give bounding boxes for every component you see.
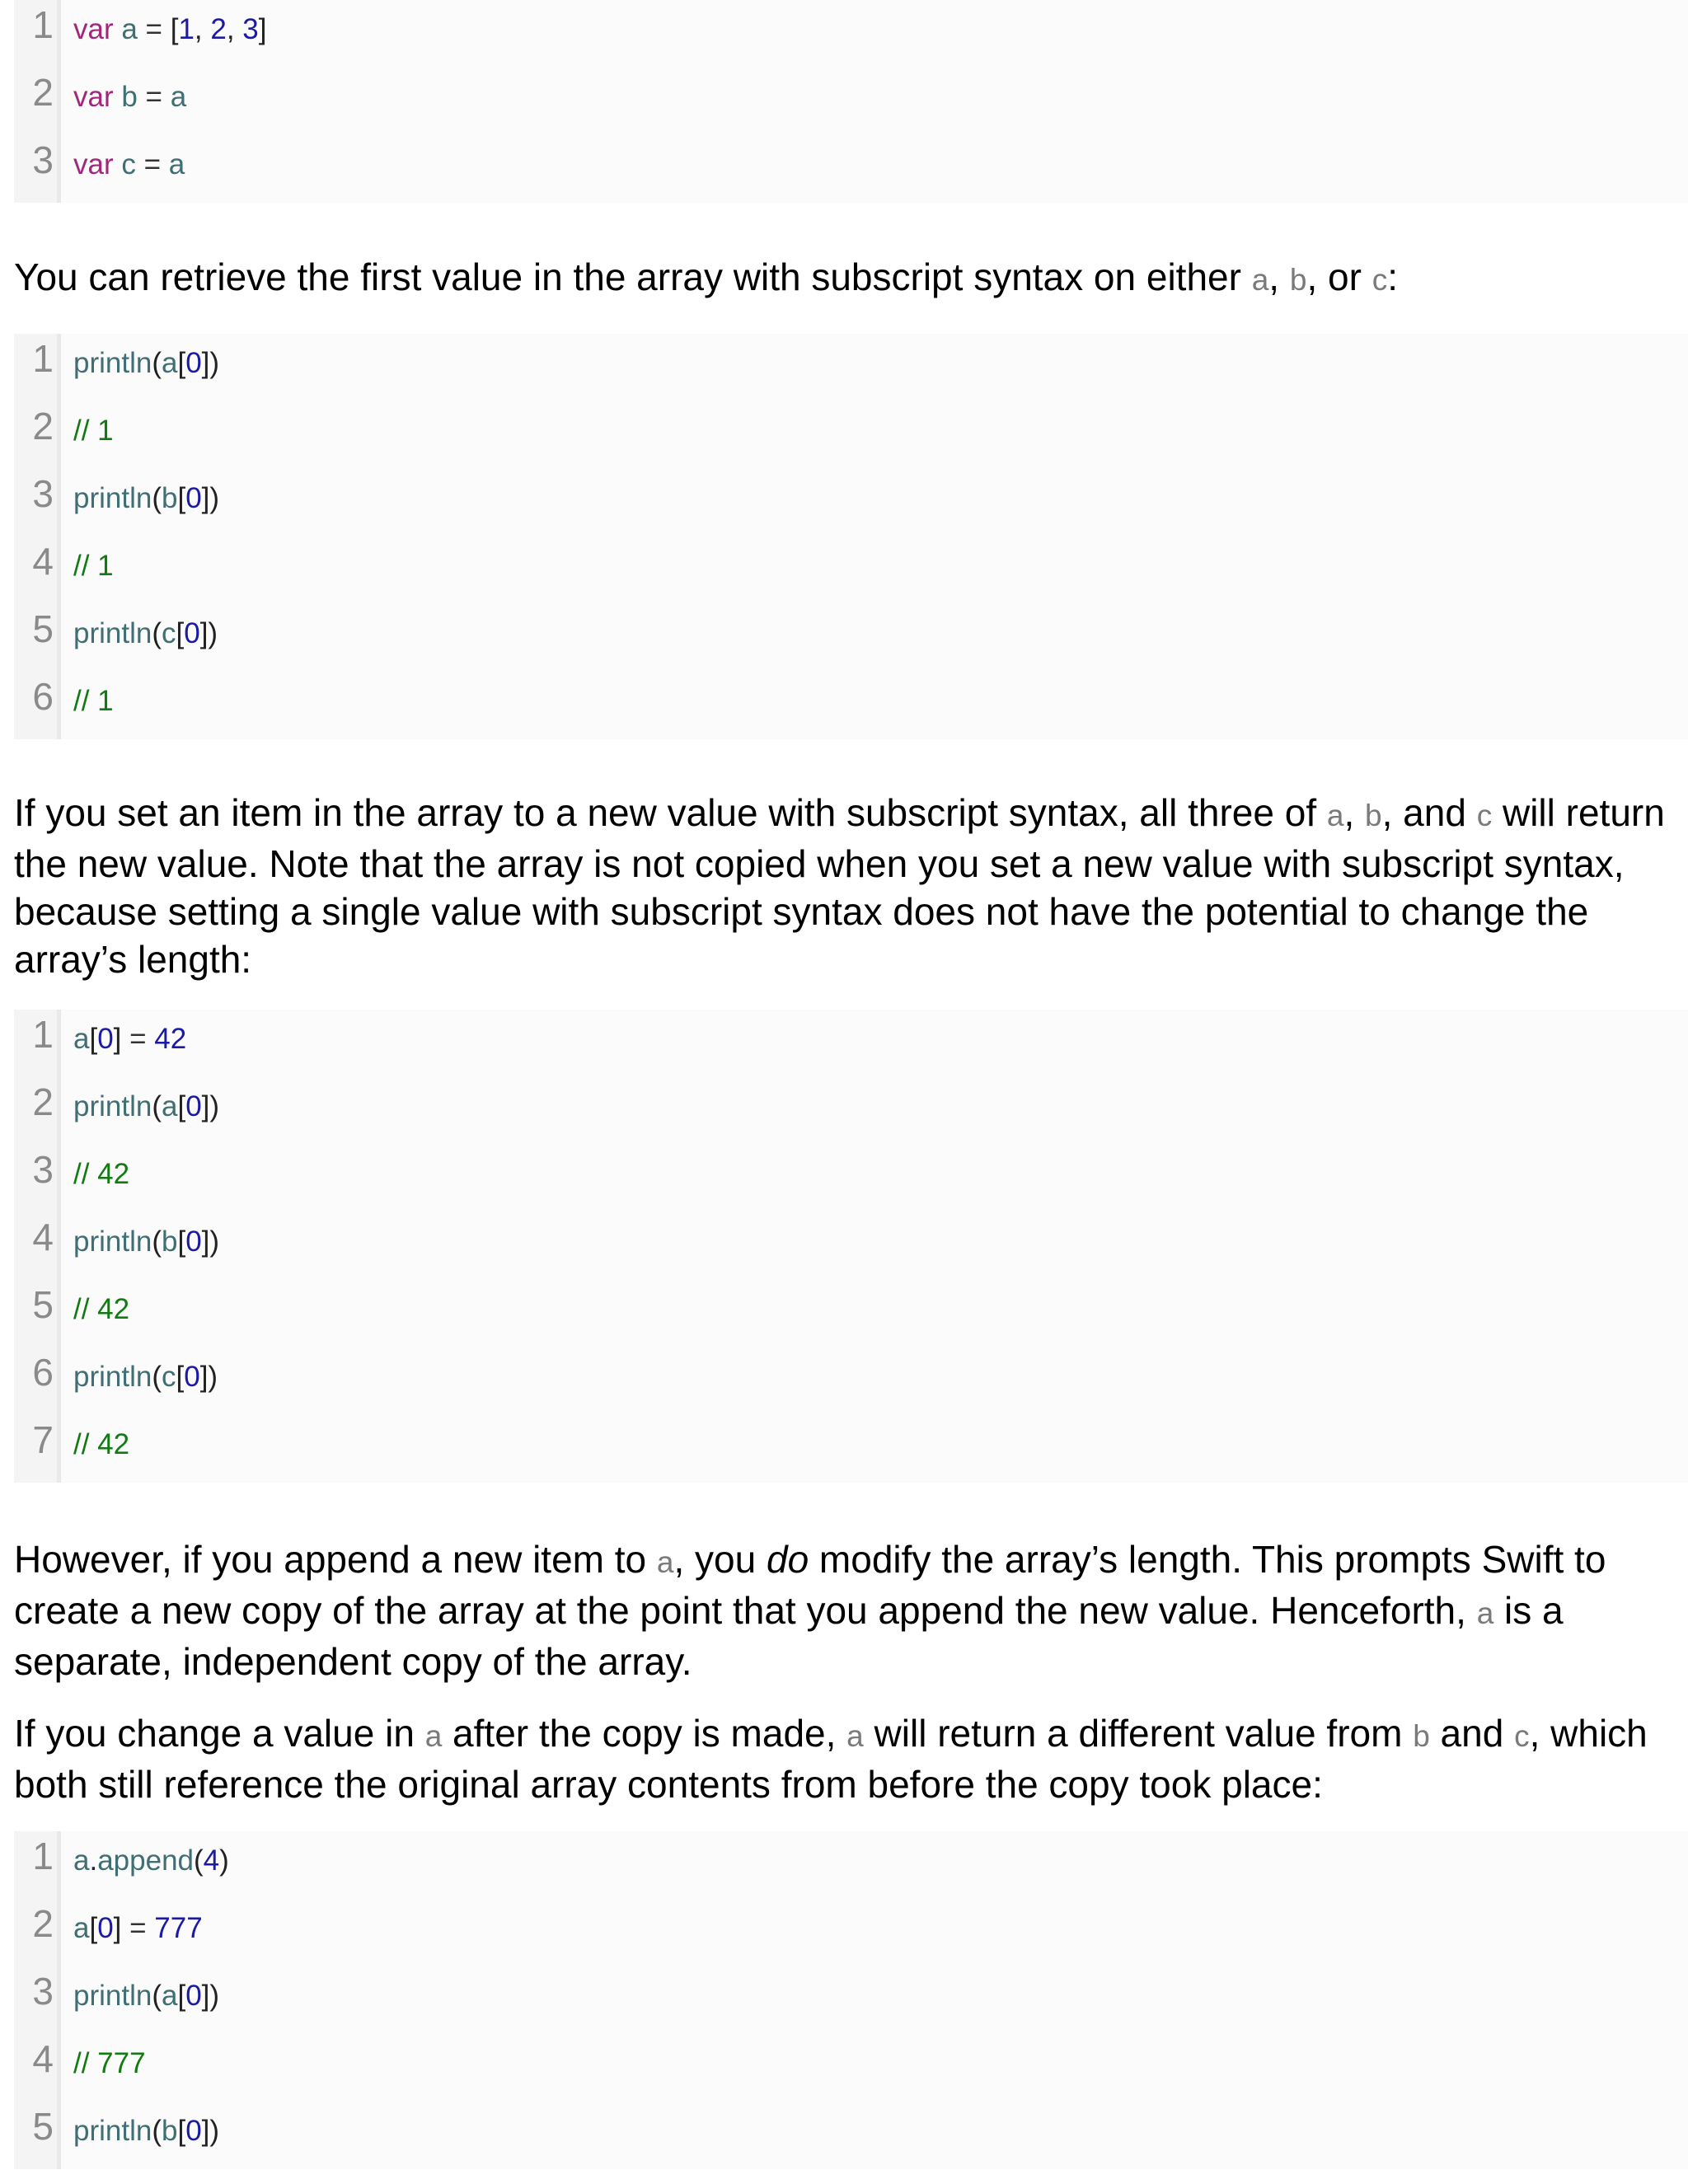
- line-number: 4: [32, 1216, 54, 1258]
- code-token: var: [73, 81, 114, 113]
- code-token: println: [73, 1226, 152, 1258]
- inline-code: a: [846, 1719, 864, 1753]
- code-token: [: [176, 1361, 185, 1393]
- code-token: =: [137, 13, 171, 45]
- code-token: // 777: [73, 2047, 146, 2079]
- code-token: 0: [185, 482, 202, 514]
- line-number: 1: [32, 1835, 54, 1877]
- code-token: // 1: [73, 415, 114, 447]
- code-token: 0: [185, 1226, 202, 1258]
- code-line: [14, 1347, 1688, 1415]
- code-token: [: [177, 482, 186, 514]
- code-token: [: [89, 1912, 98, 1944]
- code-token: 0: [184, 617, 200, 649]
- code-token: 4: [203, 1844, 220, 1877]
- code-token: 0: [97, 1912, 114, 1944]
- paragraph-text: is a separate, independent copy of the array.: [14, 1589, 1564, 1683]
- code-token: [: [177, 347, 186, 379]
- paragraph-text: :: [1387, 255, 1398, 298]
- body-paragraph: [14, 789, 1679, 983]
- line-number: 5: [32, 2105, 54, 2148]
- code-line: [14, 537, 1688, 604]
- code-token: ]): [201, 2115, 220, 2147]
- line-number: 3: [32, 138, 54, 181]
- line-number: 2: [32, 405, 54, 448]
- code-line: [14, 334, 1688, 401]
- code-token: [: [177, 1226, 186, 1258]
- code-token: 42: [154, 1023, 187, 1055]
- code-token: b: [113, 81, 138, 113]
- code-token: 0: [184, 1361, 200, 1393]
- line-number: 2: [32, 1902, 54, 1945]
- code-token: c: [161, 617, 176, 649]
- code-token: [: [176, 617, 185, 649]
- code-token: a: [73, 1023, 90, 1055]
- emphasis-text: do: [766, 1538, 809, 1581]
- code-token: 0: [97, 1023, 114, 1055]
- body-paragraph: [14, 253, 1679, 304]
- code-line: [14, 2102, 1688, 2169]
- code-block: [14, 0, 1688, 203]
- code-token: ]): [201, 1090, 220, 1122]
- code-token: // 42: [73, 1158, 130, 1190]
- code-line: [14, 2034, 1688, 2102]
- body-paragraph: [14, 1535, 1679, 1685]
- code-token: 777: [154, 1912, 203, 1944]
- code-token: a: [170, 81, 187, 113]
- paragraph-text: will return a different value from: [863, 1712, 1414, 1755]
- code-text: [73, 2113, 219, 2149]
- code-text: [73, 1291, 129, 1328]
- code-token: println: [73, 1980, 152, 2012]
- code-token: (: [152, 1980, 162, 2012]
- code-token: a: [73, 1912, 90, 1944]
- code-token: a: [168, 148, 185, 180]
- code-token: 0: [185, 1980, 202, 2012]
- code-token: ]): [199, 617, 218, 649]
- code-token: c: [113, 148, 136, 180]
- code-text: [73, 2046, 146, 2082]
- code-token: (: [152, 482, 162, 514]
- code-line: [14, 1831, 1688, 1899]
- paragraph-text: , which both still reference the original array contents from before the copy took place:: [14, 1712, 1648, 1806]
- line-number: 5: [32, 1283, 54, 1326]
- line-number: 4: [32, 2037, 54, 2080]
- inline-code: a: [656, 1545, 674, 1579]
- code-text: [73, 480, 219, 517]
- code-token: ): [219, 1844, 229, 1877]
- code-token: 2: [210, 13, 227, 45]
- code-token: ]: [258, 13, 267, 45]
- code-line: [14, 1077, 1688, 1145]
- inline-code: b: [1413, 1719, 1430, 1753]
- code-token: c: [161, 1361, 176, 1393]
- code-token: b: [161, 482, 178, 514]
- paragraph-text: However, if you append a new item to: [14, 1538, 657, 1581]
- code-token: println: [73, 1090, 152, 1122]
- code-token: a: [113, 13, 138, 45]
- line-number: 6: [32, 1351, 54, 1394]
- code-token: ]): [201, 1980, 220, 2012]
- code-token: ]: [113, 1912, 122, 1944]
- code-text: [73, 1843, 229, 1879]
- paragraph-text: and: [1429, 1712, 1515, 1755]
- paragraph-text: , or: [1306, 255, 1372, 298]
- code-token: [: [89, 1023, 98, 1055]
- code-text: [73, 345, 219, 382]
- code-token: [: [177, 1980, 186, 2012]
- code-text: [73, 1224, 219, 1260]
- line-number: 7: [32, 1418, 54, 1461]
- line-number: 1: [32, 1013, 54, 1056]
- code-token: // 1: [73, 550, 114, 582]
- code-text: [73, 548, 114, 584]
- code-token: ]): [201, 1226, 220, 1258]
- line-number: 2: [32, 71, 54, 114]
- code-line: [14, 1010, 1688, 1077]
- line-number: 5: [32, 607, 54, 650]
- inline-code: a: [1476, 1596, 1494, 1630]
- code-text: [73, 1978, 219, 2014]
- code-block: [14, 334, 1688, 739]
- code-token: (: [194, 1844, 204, 1877]
- paragraph-text: will return the new value. Note that the array is not copied when you set a new value with subscript syntax, because setting a single value with subscript syntax does not have the potential to change the array’s length:: [14, 791, 1665, 981]
- code-token: (: [152, 2115, 162, 2147]
- line-number: 2: [32, 1080, 54, 1123]
- code-token: (: [152, 1090, 162, 1122]
- paragraph-text: ,: [1343, 791, 1366, 834]
- code-token: var: [73, 13, 114, 45]
- code-token: (: [152, 617, 162, 649]
- code-line: [14, 469, 1688, 537]
- code-text: [73, 12, 267, 48]
- paragraph-text: If you set an item in the array to a new value with subscript syntax, all three of: [14, 791, 1327, 834]
- code-line: [14, 401, 1688, 469]
- code-text: [73, 1156, 129, 1193]
- code-text: [73, 147, 185, 183]
- code-token: var: [73, 148, 114, 180]
- code-token: b: [161, 2115, 178, 2147]
- code-line: [14, 0, 1688, 68]
- code-line: [14, 1899, 1688, 1966]
- code-token: append: [97, 1844, 194, 1877]
- code-token: [: [177, 1090, 186, 1122]
- code-token: 1: [178, 13, 195, 45]
- code-token: 0: [185, 2115, 202, 2147]
- code-line: [14, 1280, 1688, 1347]
- code-text: [73, 1910, 203, 1947]
- code-token: =: [137, 81, 171, 113]
- code-token: ,: [226, 13, 243, 45]
- code-line: [14, 672, 1688, 739]
- code-token: (: [152, 1361, 162, 1393]
- code-token: [: [177, 2115, 186, 2147]
- code-token: =: [135, 148, 169, 180]
- code-token: a: [161, 1090, 178, 1122]
- code-token: =: [121, 1023, 155, 1055]
- code-text: [73, 79, 186, 115]
- body-paragraph: [14, 1709, 1679, 1808]
- code-token: println: [73, 1361, 152, 1393]
- code-token: (: [152, 1226, 162, 1258]
- code-token: ]): [201, 347, 220, 379]
- paragraph-text: after the copy is made,: [442, 1712, 847, 1755]
- code-block: [14, 1831, 1688, 2169]
- code-line: [14, 1212, 1688, 1280]
- line-number: 1: [32, 337, 54, 380]
- code-line: [14, 604, 1688, 672]
- code-token: a: [161, 347, 178, 379]
- inline-code: a: [1251, 263, 1269, 297]
- code-token: .: [89, 1844, 98, 1877]
- code-text: [73, 1089, 219, 1125]
- inline-code: b: [1289, 263, 1307, 297]
- inline-code: a: [1326, 799, 1344, 832]
- code-token: ]: [113, 1023, 122, 1055]
- code-token: 3: [242, 13, 259, 45]
- code-token: // 42: [73, 1293, 130, 1325]
- paragraph-text: , and: [1381, 791, 1477, 834]
- line-number: 3: [32, 1148, 54, 1191]
- code-token: println: [73, 482, 152, 514]
- code-token: ]): [201, 482, 220, 514]
- code-line: [14, 1966, 1688, 2034]
- code-text: [73, 683, 114, 719]
- code-token: [: [170, 13, 179, 45]
- code-line: [14, 68, 1688, 135]
- inline-code: a: [424, 1719, 443, 1753]
- paragraph-text: , you: [673, 1538, 767, 1581]
- code-text: [73, 616, 218, 652]
- code-token: // 42: [73, 1428, 130, 1460]
- code-text: [73, 1359, 218, 1395]
- line-number: 1: [32, 3, 54, 46]
- line-number: 4: [32, 540, 54, 583]
- paragraph-text: modify the array’s length. This prompts Swift to create a new copy of the array at the point that you append the new value. Henceforth,: [14, 1538, 1606, 1632]
- code-text: [73, 1021, 186, 1057]
- code-text: [73, 413, 114, 449]
- code-block: [14, 1010, 1688, 1483]
- code-token: a: [73, 1844, 90, 1877]
- code-line: [14, 1145, 1688, 1212]
- inline-code: b: [1365, 799, 1382, 832]
- line-number: 3: [32, 472, 54, 515]
- paragraph-text: ,: [1268, 255, 1290, 298]
- code-token: (: [152, 347, 162, 379]
- paragraph-text: You can retrieve the first value in the array with subscript syntax on either: [14, 255, 1252, 298]
- code-token: 0: [185, 347, 202, 379]
- code-token: println: [73, 617, 152, 649]
- code-token: b: [161, 1226, 178, 1258]
- code-token: ,: [194, 13, 211, 45]
- code-token: a: [161, 1980, 178, 2012]
- line-number: 6: [32, 675, 54, 718]
- inline-code: c: [1372, 263, 1388, 297]
- code-line: [14, 1415, 1688, 1483]
- code-token: =: [121, 1912, 155, 1944]
- code-token: // 1: [73, 685, 114, 717]
- code-token: ]): [199, 1361, 218, 1393]
- inline-code: c: [1514, 1719, 1530, 1753]
- code-token: println: [73, 2115, 152, 2147]
- line-number: 3: [32, 1970, 54, 2013]
- paragraph-text: If you change a value in: [14, 1712, 425, 1755]
- code-text: [73, 1427, 129, 1463]
- inline-code: c: [1476, 799, 1493, 832]
- code-line: [14, 135, 1688, 203]
- code-token: 0: [185, 1090, 202, 1122]
- code-token: println: [73, 347, 152, 379]
